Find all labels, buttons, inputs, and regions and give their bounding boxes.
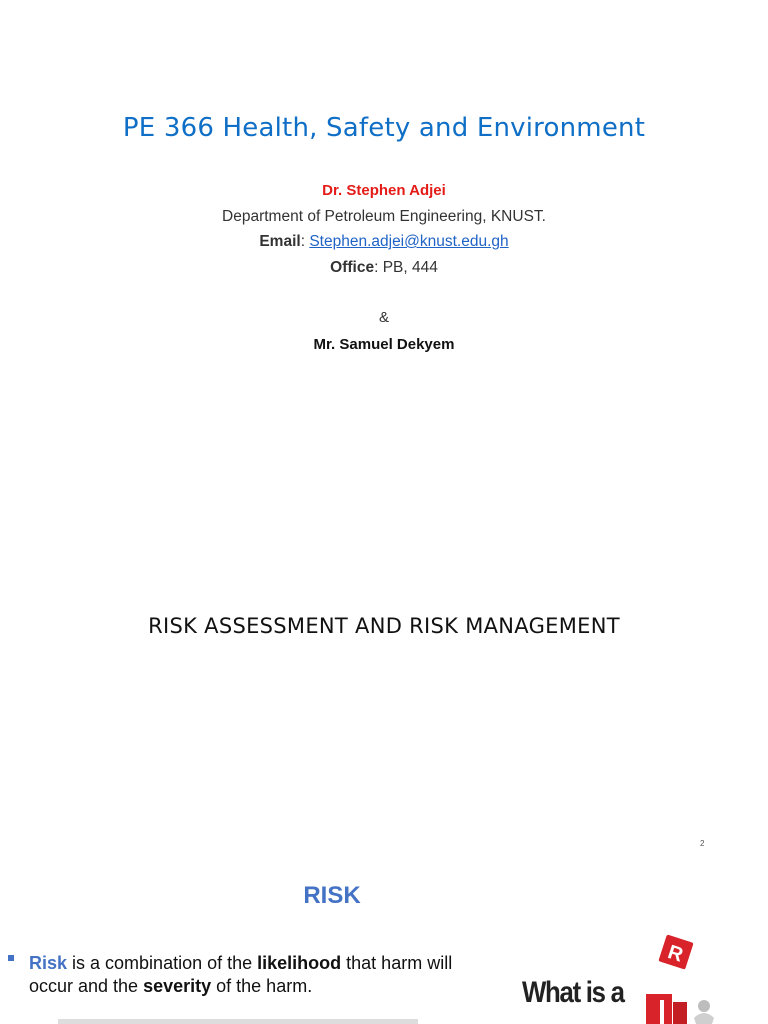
- email-line: [0, 233, 768, 251]
- lower-block-right: [673, 1002, 687, 1024]
- lecturer-name: Dr. Stephen Adjei: [322, 182, 446, 199]
- course-title: PE 366 Health, Safety and Environment: [122, 113, 646, 143]
- email-label: Email: [259, 233, 301, 250]
- bullet-part2: that harm will occur and the: [29, 953, 453, 996]
- graphic-caption: What is a: [522, 976, 624, 1009]
- figure-body: [694, 1013, 714, 1024]
- slide-heading: RISK: [303, 882, 361, 909]
- bullet-part1: is a combination of the: [67, 953, 258, 973]
- bullet-part3: of the harm.: [211, 976, 313, 996]
- office-line: [0, 259, 768, 277]
- section-title: RISK ASSESSMENT AND RISK MANAGEMENT: [148, 614, 620, 638]
- lower-block-left: [646, 994, 672, 1024]
- cutoff-next-bullet: [58, 1019, 418, 1024]
- email-link[interactable]: Stephen.adjei@knust.edu.gh: [309, 233, 509, 250]
- what-is-a-risk-graphic: [508, 922, 728, 1024]
- r-block-letter: R: [665, 941, 686, 967]
- likelihood-term: likelihood: [257, 953, 342, 973]
- bullet-text: [29, 952, 499, 998]
- office-label: Office: [330, 259, 375, 276]
- office-value: PB, 444: [382, 259, 438, 276]
- severity-term: severity: [143, 976, 212, 996]
- bullet-marker: [8, 955, 14, 961]
- connector-ampersand: &: [378, 309, 389, 326]
- second-lecturer-name: Mr. Samuel Dekyem: [313, 336, 455, 353]
- department: Department of Petroleum Engineering, KNUST.: [222, 208, 546, 225]
- risk-blocks-figure-icon: [508, 922, 728, 1024]
- lower-block-highlight: [660, 1000, 664, 1024]
- figure-head: [698, 1000, 710, 1012]
- email-colon: :: [300, 233, 310, 250]
- risk-term: Risk: [29, 953, 68, 973]
- tilted-r-block-icon: [658, 934, 693, 969]
- page-number: 2: [700, 839, 705, 848]
- office-colon: :: [374, 259, 383, 276]
